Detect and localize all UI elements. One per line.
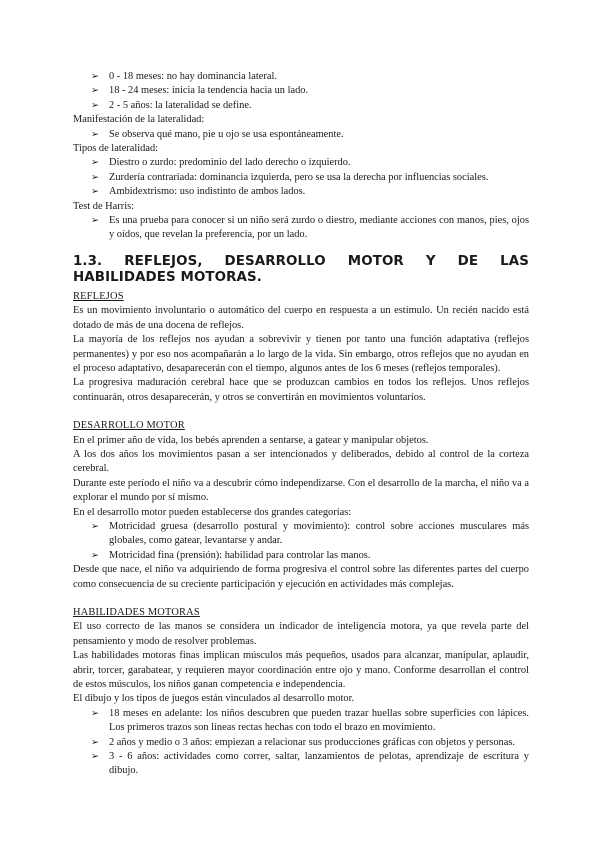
arrow-bullet-icon: ➢ bbox=[91, 751, 99, 763]
arrow-bullet-icon: ➢ bbox=[91, 85, 99, 97]
reflejos-paragraph-3: La progresiva maduración cerebral hace que se produzcan cambios en todos los reflejos. Unos reflejos continuarán, otros desaparecerán, y otros se convertirán en movimientos voluntarios. bbox=[73, 377, 529, 403]
list-item: ➢ 2 años y medio o 3 años: empiezan a relacionar sus producciones gráficas con objetos y personas. bbox=[73, 736, 529, 750]
arrow-bullet-icon: ➢ bbox=[91, 171, 99, 183]
list-item: ➢ Motricidad gruesa (desarrollo postural y movimiento): control sobre acciones musculares más globales, como gatear, levantarse y andar. bbox=[91, 520, 529, 547]
arrow-bullet-icon: ➢ bbox=[91, 520, 99, 532]
list-item: ➢ Diestro o zurdo: predominio del lado derecho o izquierdo. bbox=[73, 156, 529, 170]
arrow-bullet-icon: ➢ bbox=[91, 707, 99, 719]
reflejos-title: REFLEJOS bbox=[73, 290, 124, 302]
harris-label: Test de Harris: bbox=[73, 200, 135, 212]
page-content bbox=[73, 70, 529, 779]
section-heading: 1.3. REFLEJOS, DESARROLLO MOTOR Y DE LAS HABILIDADES MOTORAS. bbox=[73, 253, 529, 286]
desarrollo-paragraph-5: Desde que nace, el niño va adquiriendo de forma progresiva el control sobre las diferentes partes del cuerpo como consecuencia de su creciente participación y ejecución en actividades más complejas. bbox=[73, 564, 529, 590]
list-item: ➢ Zurdería contrariada: dominancia izquierda, pero se usa la derecha por influencias sociales. bbox=[73, 171, 529, 185]
arrow-bullet-icon: ➢ bbox=[91, 157, 99, 169]
habilidades-paragraph-3: El dibujo y los tipos de juegos están vinculados al desarrollo motor. bbox=[73, 693, 355, 705]
list-item: ➢ Es una prueba para conocer si un niño será zurdo o diestro, mediante acciones con manos, pies, ojos y oídos, que revelan la preferencia, por un lado. bbox=[91, 215, 529, 241]
list-item: ➢ Motricidad fina (prensión): habilidad para controlar las manos. bbox=[73, 549, 529, 563]
arrow-bullet-icon: ➢ bbox=[91, 128, 99, 140]
manifestacion-label: Manifestación de la lateralidad: bbox=[73, 114, 205, 126]
arrow-bullet-icon: ➢ bbox=[91, 99, 99, 111]
tipos-label: Tipos de lateralidad: bbox=[73, 143, 159, 155]
habilidades-paragraph-2: Las habilidades motoras finas implican músculos más pequeños, usados para alcanzar, manipular, aplaudir, abrir, torcer, garabatear, y requieren mayor coordinación entre ojo y mano. Conforme desarrollan el control de estos músculos, los niños ganan competencia e independencia. bbox=[73, 650, 529, 691]
reflejos-paragraph-1: Es un movimiento involuntario o automático del cuerpo en respuesta a un estímulo. Un recién nacido está dotado de más de una docena de reflejos. bbox=[73, 305, 529, 331]
list-item: ➢ 18 meses en adelante: los niños descubren que pueden trazar huellas sobre superficies con lápices. Los primeros trazos son líneas rectas hechas con todo el brazo en movimiento. bbox=[91, 707, 529, 734]
list-item: ➢ 18 - 24 meses: inicia la tendencia hacia un lado. bbox=[73, 84, 529, 98]
reflejos-paragraph-2: La mayoría de los reflejos nos ayudan a sobrevivir y tienen por tanto una función adaptativa (reflejos permanentes) y por eso nos acompañarán a lo largo de la vida. Sin embargo, otros reflejos que no ayudan en el proceso adaptativo, desaparecerán con el tiempo, algunos antes de los 6 meses (reflejos temporales). bbox=[73, 334, 529, 374]
list-item: ➢ 3 - 6 años: actividades como correr, saltar, lanzamientos de pelotas, aprendizaje de escritura y dibujo. bbox=[91, 751, 529, 777]
arrow-bullet-icon: ➢ bbox=[91, 71, 99, 82]
habilidades-title: HABILIDADES MOTORAS bbox=[73, 607, 200, 618]
list-item: ➢ Se observa qué mano, pie u ojo se usa espontáneamente. bbox=[73, 128, 529, 142]
desarrollo-paragraph-4: En el desarrollo motor pueden establecerse dos grandes categorías: bbox=[73, 506, 352, 518]
arrow-bullet-icon: ➢ bbox=[91, 549, 99, 561]
spacer bbox=[73, 405, 529, 419]
list-item: ➢ Ambidextrismo: uso indistinto de ambos lados. bbox=[73, 185, 529, 199]
list-item: ➢ 2 - 5 años: la lateralidad se define. bbox=[73, 99, 529, 113]
habilidades-paragraph-1: El uso correcto de las manos se considera un indicador de inteligencia motora, ya que revela parte del pensamiento y modo de resolver problemas. bbox=[73, 621, 529, 647]
arrow-bullet-icon: ➢ bbox=[91, 736, 99, 748]
desarrollo-title: DESARROLLO MOTOR bbox=[73, 420, 185, 432]
desarrollo-paragraph-2: A los dos años los movimientos pasan a ser intencionados y deliberados, debido al control de la corteza cerebral. bbox=[73, 448, 529, 475]
arrow-bullet-icon: ➢ bbox=[91, 186, 99, 198]
spacer bbox=[73, 592, 529, 606]
desarrollo-paragraph-3: Durante este período el niño va a descubrir cómo independizarse. Con el desarrollo de la marcha, el niño va a explorar el mundo por sí mismo. bbox=[73, 477, 529, 504]
desarrollo-paragraph-1: En el primer año de vida, los bebés aprenden a sentarse, a gatear y manipular objetos. bbox=[73, 434, 429, 446]
arrow-bullet-icon: ➢ bbox=[91, 215, 99, 227]
list-item: ➢ 0 - 18 meses: no hay dominancia lateral. bbox=[73, 70, 529, 84]
